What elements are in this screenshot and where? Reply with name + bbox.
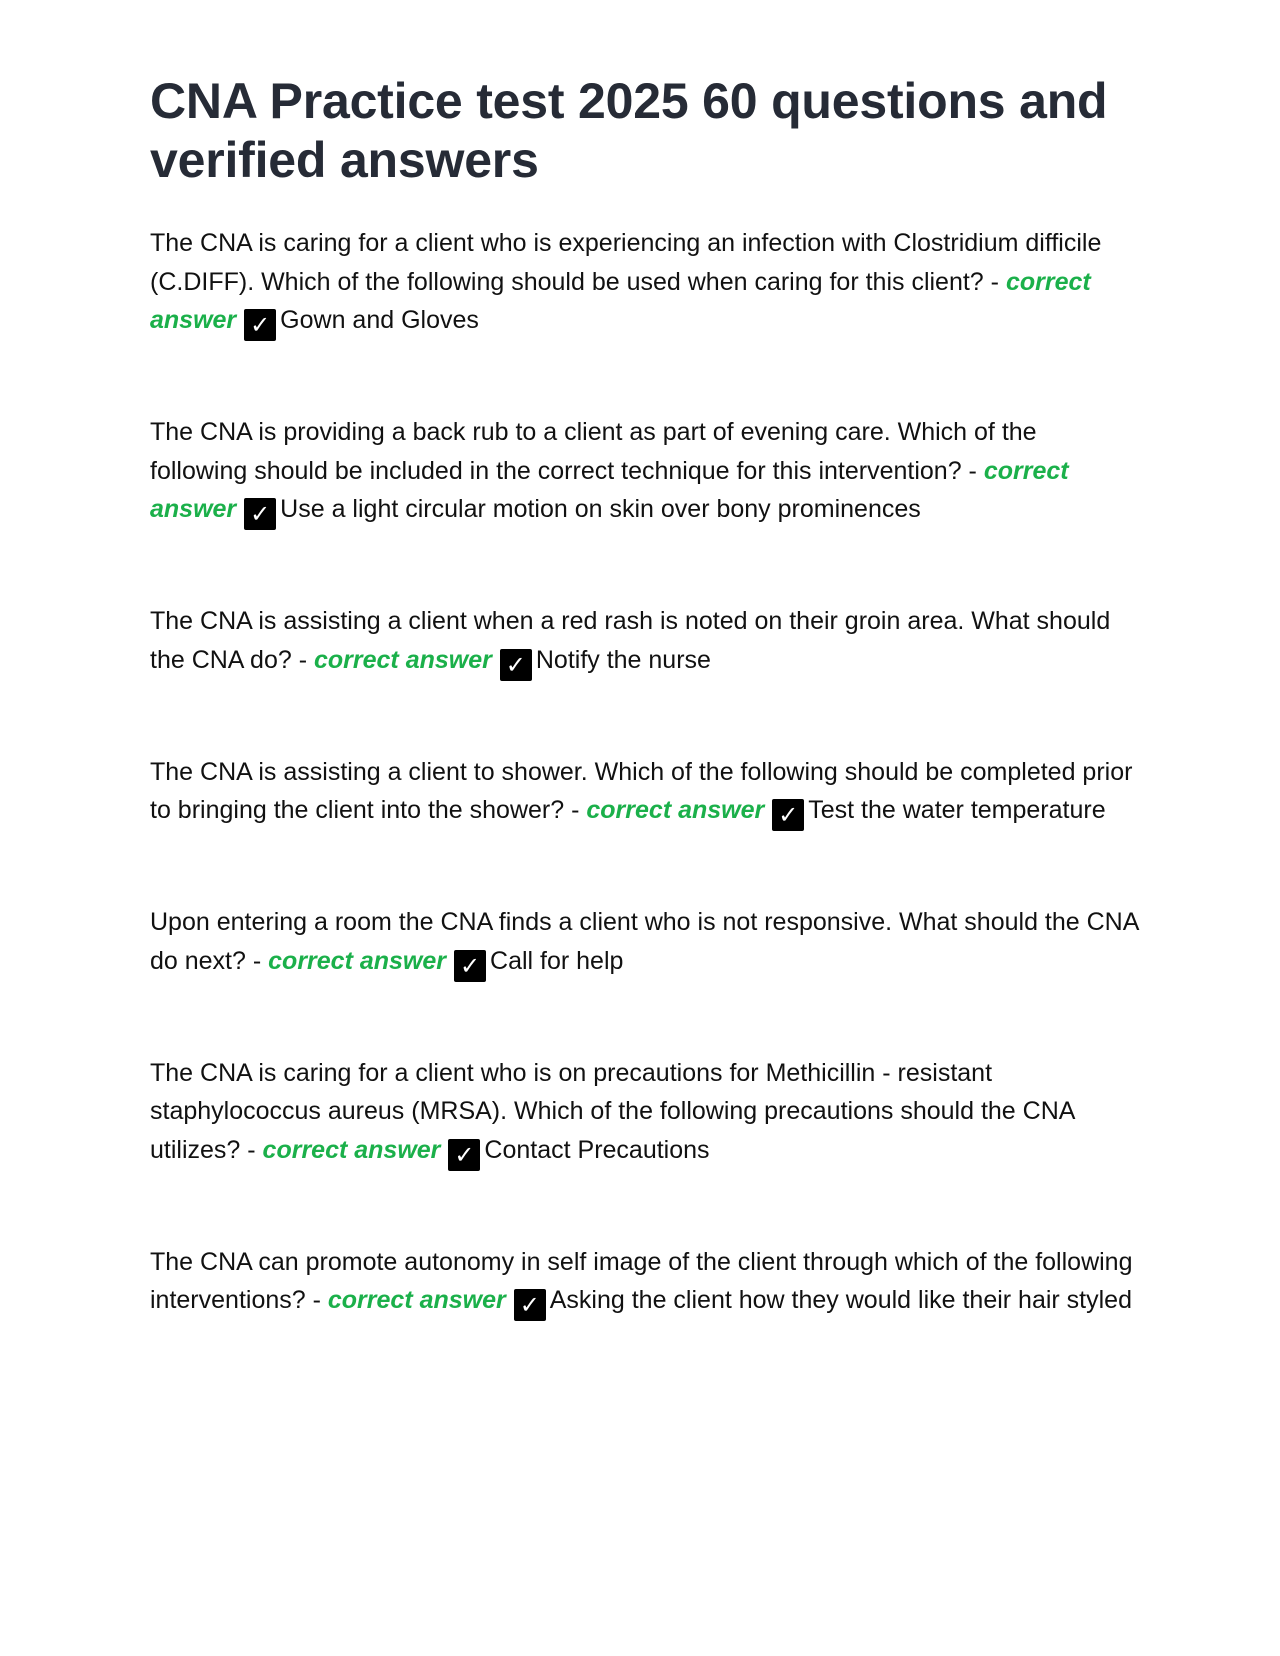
question-text: The CNA is assisting a client to shower. Which of the following should be completed prior to bringing the client into the shower? — [150, 757, 1133, 824]
question-text: The CNA can promote autonomy in self image of the client through which of the following interventions? — [150, 1247, 1133, 1314]
correct-answer-label: correct answer — [586, 796, 765, 824]
separator: - — [245, 946, 269, 975]
answer-text: Call for help — [490, 946, 624, 975]
qa-item — [150, 602, 1140, 681]
answer-text: Contact Precautions — [484, 1135, 710, 1164]
question-text: The CNA is assisting a client when a red rash is noted on their groin area. What should the CNA do? — [150, 607, 1111, 674]
qa-item — [150, 903, 1140, 982]
document-title: CNA Practice test 2025 60 questions and verified answers — [150, 73, 1108, 188]
question-text: The CNA is providing a back rub to a client as part of evening care. Which of the following should be included in the correct technique for this intervention? — [150, 418, 1037, 485]
answer-text: Use a light circular motion on skin over bony prominences — [280, 495, 921, 523]
correct-answer-label: correct answer — [313, 645, 492, 674]
correct-answer-label: correct answer — [327, 1286, 506, 1314]
checkmark-icon: ✓ — [244, 309, 276, 341]
qa-item — [150, 1243, 1140, 1322]
document-page — [150, 72, 1140, 1321]
qa-item — [150, 413, 1140, 530]
correct-answer-label: correct answer — [150, 267, 1091, 334]
answer-text: Asking the client how they would like their hair styled — [549, 1286, 1132, 1314]
separator: - — [983, 267, 1006, 296]
separator: - — [564, 796, 587, 824]
question-text: The CNA is caring for a client who is on precautions for Methicillin - resistant staphylococcus aureus (MRSA). Which of the following precautions should the CNA utilizes? — [150, 1058, 1075, 1164]
answer-text: Gown and Gloves — [280, 306, 479, 334]
qa-list — [150, 224, 1140, 1321]
checkmark-icon: ✓ — [500, 649, 532, 681]
checkmark-icon: ✓ — [448, 1139, 480, 1171]
separator: - — [961, 456, 984, 485]
checkmark-icon: ✓ — [244, 498, 276, 530]
checkmark-icon: ✓ — [514, 1289, 546, 1321]
correct-answer-label: correct answer — [268, 946, 447, 975]
checkmark-icon: ✓ — [772, 799, 804, 831]
correct-answer-label: correct answer — [262, 1135, 441, 1164]
question-text: Upon entering a room the CNA finds a client who is not responsive. What should the CNA do next? — [150, 908, 1139, 975]
answer-text: Test the water temperature — [808, 796, 1106, 824]
qa-item — [150, 224, 1140, 341]
separator: - — [291, 645, 314, 674]
answer-text: Notify the nurse — [535, 645, 711, 674]
correct-answer-label: correct answer — [150, 456, 1069, 523]
separator: - — [240, 1135, 263, 1164]
qa-item — [150, 753, 1140, 832]
question-text: The CNA is caring for a client who is experiencing an infection with Clostridium difficile (C.DIFF). Which of the following should be used when caring for this client? — [150, 229, 1102, 296]
separator: - — [305, 1286, 328, 1314]
checkmark-icon: ✓ — [454, 950, 486, 982]
qa-item — [150, 1054, 1140, 1171]
